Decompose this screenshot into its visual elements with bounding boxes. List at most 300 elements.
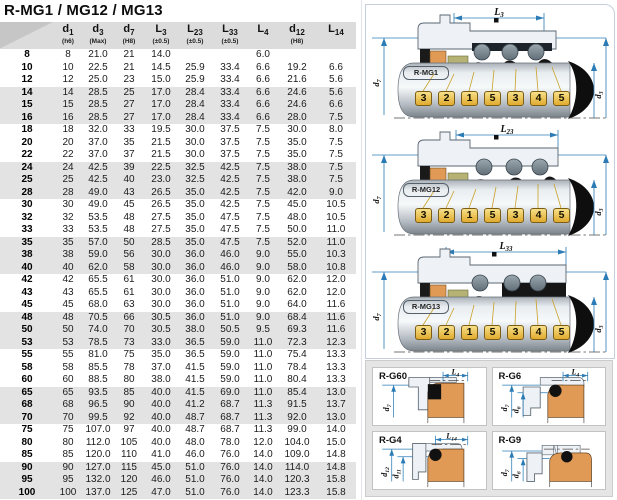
value-cell: 40.0 (151, 424, 171, 435)
value-cell: 97 (123, 424, 135, 435)
table-header (0, 22, 356, 49)
size-cell: 14 (0, 87, 54, 100)
value-cell: 25.0 (88, 74, 108, 85)
value-cell: 42.5 (212, 174, 248, 187)
value-cell: 14 (54, 87, 82, 100)
size-cell: 90 (0, 462, 54, 475)
part-number-chip: 4 (530, 208, 547, 223)
value-cell: 48 (123, 224, 135, 235)
part-number-chip: 5 (484, 208, 501, 223)
value-cell: 9.0 (256, 299, 270, 310)
size-cell: 43 (21, 286, 33, 298)
value-cell: 46.0 (212, 262, 248, 275)
table-row (0, 74, 356, 87)
seal-diagram-rmg13 (366, 239, 612, 356)
value-cell: 70 (54, 412, 82, 425)
value-cell: 28.5 (82, 87, 114, 100)
value-cell: 38 (54, 249, 82, 262)
part-number-row (415, 91, 570, 106)
column-header: $d_1$ (h6) (54, 22, 82, 49)
value-cell: 12.0 (326, 286, 346, 298)
value-cell: 50 (54, 324, 82, 337)
value-cell: 38.0 (151, 374, 171, 385)
value-cell: 43 (62, 286, 74, 298)
part-number-chip: 3 (507, 325, 524, 340)
dim-label-left2: $d_{11}$ (391, 469, 403, 479)
value-cell: 45.0 (287, 199, 307, 210)
value-cell: 48.0 (287, 211, 307, 223)
value-cell: 95 (54, 474, 82, 487)
dim-label-top: $L_3$ (494, 7, 504, 19)
value-cell: 18 (62, 124, 74, 135)
seat-detail-grid (365, 360, 613, 497)
part-number-chip: 1 (461, 325, 478, 340)
value-cell: 27 (114, 99, 144, 112)
part-number-row (415, 208, 570, 223)
table-row (0, 187, 356, 200)
table-row (0, 224, 356, 237)
value-cell: 7.5 (329, 149, 343, 160)
size-cell: 15 (0, 99, 54, 112)
value-cell: 9.0 (256, 286, 270, 298)
table-row (0, 162, 356, 175)
value-cell: 41.0 (151, 449, 171, 460)
value-cell: 61 (123, 286, 135, 298)
value-cell: 59.0 (82, 249, 114, 262)
value-cell: 46.0 (185, 449, 205, 460)
value-cell: 6.6 (248, 112, 278, 125)
size-cell: 100 (0, 487, 54, 500)
value-cell: 85 (62, 449, 74, 460)
value-cell (178, 49, 212, 62)
value-cell: 22.5 (144, 162, 178, 175)
value-cell: 41.2 (178, 399, 212, 412)
value-cell: 7.5 (248, 237, 278, 250)
value-cell: 6.6 (256, 61, 270, 73)
value-cell: 33.4 (212, 99, 248, 112)
size-cell: 32 (21, 211, 33, 223)
value-cell: 75.4 (287, 349, 307, 360)
value-cell: 48 (54, 312, 82, 325)
value-cell: 51.0 (220, 274, 240, 285)
value-cell: 90 (114, 399, 144, 412)
value-cell: 41.5 (185, 374, 205, 385)
model-label: R-G6 (498, 371, 522, 382)
value-cell: 27.5 (151, 211, 171, 223)
value-cell: 125 (114, 487, 144, 500)
value-cell: 21 (123, 61, 135, 73)
value-cell: 76.0 (212, 487, 248, 500)
value-cell: 57.0 (82, 237, 114, 250)
value-cell: 99.5 (82, 412, 114, 425)
value-cell: 120 (114, 474, 144, 487)
part-number-chip: 1 (461, 91, 478, 106)
value-cell: 23.0 (144, 174, 178, 187)
size-cell: 53 (0, 337, 54, 350)
value-cell: 21 (123, 49, 135, 60)
size-cell: 85 (21, 449, 33, 460)
value-cell: 59.0 (220, 374, 240, 385)
size-cell: 68 (0, 399, 54, 412)
seal-diagram-rmg1 (366, 5, 612, 122)
value-cell: 37 (123, 149, 135, 160)
value-cell: 78.5 (82, 337, 114, 350)
value-cell: 24.6 (278, 99, 316, 112)
value-cell: 66 (114, 312, 144, 325)
value-cell: 13.7 (316, 399, 356, 412)
value-cell: 50.5 (212, 324, 248, 337)
value-cell: 47.5 (212, 237, 248, 250)
value-cell: 11.0 (253, 361, 273, 373)
value-cell: 9.0 (316, 187, 356, 200)
value-cell: 93.5 (82, 387, 114, 400)
value-cell (316, 49, 356, 62)
value-cell: 7.5 (256, 211, 270, 223)
value-cell: 37.5 (220, 124, 240, 135)
value-cell: 68 (54, 399, 82, 412)
value-cell: 60 (62, 374, 74, 385)
value-cell: 76.0 (220, 449, 240, 460)
value-cell: 13.0 (316, 387, 356, 400)
value-cell: 7.5 (256, 224, 270, 235)
value-cell: 47.0 (144, 487, 178, 500)
size-cell: 12 (21, 74, 33, 85)
value-cell: 36.0 (178, 312, 212, 325)
value-cell: 38.0 (278, 162, 316, 175)
value-cell: 33 (123, 124, 135, 135)
value-cell: 42.5 (82, 174, 114, 187)
value-cell: 46.0 (144, 474, 178, 487)
value-cell: 35.0 (178, 237, 212, 250)
size-cell: 42 (21, 274, 33, 285)
dim-label-d1: $d_1$ (580, 89, 592, 97)
value-cell: 11.0 (253, 349, 273, 360)
value-cell: 80 (123, 374, 135, 385)
value-cell: 9.0 (248, 262, 278, 275)
value-cell: 45.0 (144, 462, 178, 475)
part-number-chip: 5 (484, 325, 501, 340)
value-cell: 132.0 (82, 474, 114, 487)
table-row (0, 49, 356, 62)
value-cell: 80.4 (287, 374, 307, 385)
value-cell: 58 (62, 361, 74, 373)
value-cell: 7.5 (248, 174, 278, 187)
size-cell: 38 (0, 249, 54, 262)
value-cell: 51.0 (178, 474, 212, 487)
value-cell: 90 (54, 462, 82, 475)
value-cell: 47.5 (220, 224, 240, 235)
seat-diagram-rg6 (492, 367, 607, 426)
size-cell: 50 (0, 324, 54, 337)
value-cell: 75 (123, 349, 135, 360)
value-cell: 96.5 (82, 399, 114, 412)
value-cell: 33.4 (212, 87, 248, 100)
value-cell: 37.0 (151, 361, 171, 373)
value-cell: 14.8 (316, 462, 356, 475)
dim-label-left2: $d_6$ (510, 406, 522, 414)
seat-drawing (493, 368, 606, 425)
table-row (0, 287, 356, 300)
value-cell: 30.0 (185, 149, 205, 160)
value-cell: 40.0 (144, 412, 178, 425)
value-cell: 35.0 (287, 149, 307, 160)
value-cell: 33 (62, 224, 74, 235)
size-cell: 28 (0, 187, 54, 200)
value-cell: 28.5 (144, 237, 178, 250)
value-cell: 6.0 (256, 49, 270, 60)
value-cell: 75 (62, 424, 74, 435)
value-cell: 6.6 (248, 87, 278, 100)
value-cell: 114.0 (278, 462, 316, 475)
value-cell: 92.0 (278, 412, 316, 425)
value-cell: 36.0 (185, 299, 205, 310)
value-cell: 10.5 (326, 211, 346, 223)
value-cell: 40 (54, 262, 82, 275)
table-row (0, 474, 356, 487)
value-cell: 14.8 (326, 449, 346, 460)
value-cell: 51.0 (220, 299, 240, 310)
value-cell: 88.5 (88, 374, 108, 385)
value-cell: 46.0 (212, 249, 248, 262)
part-number-chip: 4 (530, 325, 547, 340)
seal-diagram-rmg12 (366, 122, 612, 239)
value-cell: 28.5 (82, 112, 114, 125)
value-cell: 7.5 (248, 187, 278, 200)
value-cell: 73 (114, 337, 144, 350)
value-cell: 11.3 (248, 399, 278, 412)
value-cell: 41.5 (178, 387, 212, 400)
value-cell: 20 (62, 136, 74, 148)
value-cell: 85.4 (278, 387, 316, 400)
value-cell: 78.4 (287, 361, 307, 373)
size-table-body (0, 49, 356, 499)
value-cell: 58.0 (278, 262, 316, 275)
value-cell: 9.0 (248, 312, 278, 325)
dim-label-left1: $d_7$ (381, 404, 393, 412)
value-cell: 11.6 (316, 312, 356, 325)
table-row (0, 349, 356, 362)
size-cell: 58 (21, 361, 33, 373)
value-cell: 7.5 (248, 162, 278, 175)
value-cell: 35.0 (185, 224, 205, 235)
table-row (0, 412, 356, 425)
value-cell: 8 (65, 49, 71, 60)
table-row (0, 399, 356, 412)
value-cell: 33.4 (212, 112, 248, 125)
value-cell: 100 (54, 487, 82, 500)
value-cell: 68.0 (88, 299, 108, 310)
value-cell: 33.4 (220, 61, 240, 73)
value-cell: 10 (62, 61, 74, 73)
table-row (0, 462, 356, 475)
value-cell: 40 (114, 174, 144, 187)
value-cell: 65.5 (88, 286, 108, 298)
model-label: R-G9 (498, 435, 522, 446)
table-row (0, 149, 356, 162)
value-cell: 35.0 (178, 187, 212, 200)
table-row (0, 87, 356, 100)
model-label: R-G4 (379, 435, 402, 446)
value-cell: 32 (62, 211, 74, 223)
value-cell: 11.6 (326, 299, 346, 310)
value-cell: 68.7 (220, 424, 240, 435)
value-cell: 14.0 (151, 49, 171, 60)
value-cell: 30.5 (144, 324, 178, 337)
value-cell: 10.8 (316, 262, 356, 275)
value-cell: 52.0 (278, 237, 316, 250)
dim-label-d3: $d_3$ (593, 91, 605, 99)
value-cell: 64.0 (287, 299, 307, 310)
value-cell: 40.0 (144, 387, 178, 400)
value-cell: 5.6 (316, 87, 356, 100)
size-cell: 95 (0, 474, 54, 487)
table-row (0, 299, 356, 312)
size-cell: 33 (21, 224, 33, 235)
table-row (0, 424, 356, 437)
dim-label-d3: $d_3$ (593, 208, 605, 216)
value-cell: 26.5 (151, 199, 171, 210)
column-header: $L_{23}$ (±0.5) (178, 22, 212, 49)
main-diagrams-box (365, 4, 615, 359)
value-cell: 11.0 (326, 224, 346, 235)
size-cell: 30 (21, 199, 33, 210)
dim-label-left: $d_7$ (371, 313, 383, 321)
table-row (0, 174, 356, 187)
size-cell: 22 (21, 149, 33, 160)
value-cell: 27.5 (151, 224, 171, 235)
page-title: R-MG1 / MG12 / MG13 (4, 2, 163, 19)
value-cell: 127.0 (82, 462, 114, 475)
value-cell: 42 (62, 274, 74, 285)
value-cell: 11.3 (248, 412, 278, 425)
model-label: R-MG13 (403, 300, 449, 314)
seat-drawing (373, 432, 486, 489)
value-cell: 28 (54, 187, 82, 200)
value-cell: 48.7 (178, 412, 212, 425)
table-row (0, 124, 356, 137)
value-cell: 30.0 (151, 299, 171, 310)
part-number-chip: 3 (415, 91, 432, 106)
value-cell: 36.0 (185, 286, 205, 298)
value-cell: 12.0 (326, 274, 346, 285)
value-cell: 35.0 (287, 136, 307, 148)
value-cell: 85.5 (88, 361, 108, 373)
seat-diagram-rg9 (492, 431, 607, 490)
value-cell: 40.0 (151, 436, 171, 448)
value-cell: 28.0 (278, 112, 316, 125)
value-cell: 26.5 (144, 187, 178, 200)
seat-diagram-rg60 (372, 367, 487, 426)
value-cell: 21.0 (88, 49, 108, 60)
table-row (0, 387, 356, 400)
size-cell: 60 (21, 374, 33, 385)
value-cell (278, 49, 316, 62)
value-cell: 37.5 (220, 136, 240, 148)
value-cell: 9.5 (248, 324, 278, 337)
value-cell: 7.5 (256, 124, 270, 135)
value-cell: 120.0 (85, 449, 111, 460)
dim-label-top: $L_4$ (451, 368, 460, 379)
value-cell: 68.4 (278, 312, 316, 325)
value-cell: 59.0 (220, 361, 240, 373)
value-cell: 15.0 (151, 74, 171, 85)
dim-label-d1: $d_1$ (580, 206, 592, 214)
value-cell: 15.8 (316, 474, 356, 487)
size-cell: 48 (0, 312, 54, 325)
model-label: R-MG12 (403, 183, 449, 197)
value-cell: 28.5 (82, 99, 114, 112)
value-cell: 30.0 (144, 262, 178, 275)
value-cell: 25 (114, 87, 144, 100)
table-row (0, 274, 356, 287)
size-cell: 16 (0, 112, 54, 125)
value-cell: 32.0 (88, 124, 108, 135)
part-number-chip: 2 (438, 91, 455, 106)
value-cell: 35.0 (185, 211, 205, 223)
value-cell: 16 (54, 112, 82, 125)
value-cell: 38.0 (178, 324, 212, 337)
value-cell: 69.0 (212, 387, 248, 400)
value-cell: 32.5 (178, 174, 212, 187)
size-cell: 40 (0, 262, 54, 275)
dimension-table (0, 22, 356, 499)
value-cell: 13.3 (326, 349, 346, 360)
value-cell: 80 (62, 436, 74, 448)
value-cell: 39 (114, 162, 144, 175)
value-cell: 85 (114, 387, 144, 400)
value-cell: 21.5 (151, 149, 171, 160)
value-cell: 14.0 (326, 424, 346, 435)
value-cell: 6.6 (256, 74, 270, 85)
value-cell: 55 (62, 349, 74, 360)
value-cell: 48 (123, 211, 135, 223)
part-number-chip: 3 (507, 91, 524, 106)
value-cell: 35.0 (185, 199, 205, 210)
value-cell: 24.6 (278, 87, 316, 100)
value-cell: 58 (114, 262, 144, 275)
value-cell: 25.9 (185, 61, 205, 73)
table-row (0, 312, 356, 325)
value-cell: 7.5 (256, 136, 270, 148)
part-number-chip: 3 (507, 208, 524, 223)
value-cell: 50.0 (287, 224, 307, 235)
value-cell: 42.5 (212, 187, 248, 200)
value-cell: 5.6 (329, 74, 343, 85)
value-cell: 8.0 (329, 124, 343, 135)
value-cell: 42.5 (220, 199, 240, 210)
value-cell: 6.6 (316, 99, 356, 112)
table-row (0, 249, 356, 262)
value-cell: 6.6 (329, 61, 343, 73)
value-cell: 30 (62, 199, 74, 210)
value-cell: 15 (54, 99, 82, 112)
size-cell: 8 (24, 49, 30, 60)
value-cell: 10.3 (316, 249, 356, 262)
value-cell: 36.5 (178, 337, 212, 350)
value-cell: 9.0 (248, 249, 278, 262)
column-header: $L_{14}$ (316, 22, 356, 49)
size-cell: 35 (0, 237, 54, 250)
value-cell: 53.5 (88, 224, 108, 235)
value-cell: 70 (114, 324, 144, 337)
value-cell: 14.0 (248, 474, 278, 487)
value-cell: 107.0 (85, 424, 111, 435)
value-cell: 19.2 (287, 61, 307, 73)
part-number-chip: 2 (438, 208, 455, 223)
value-cell: 33.0 (144, 337, 178, 350)
value-cell: 51.0 (178, 462, 212, 475)
value-cell: 36.0 (185, 274, 205, 285)
